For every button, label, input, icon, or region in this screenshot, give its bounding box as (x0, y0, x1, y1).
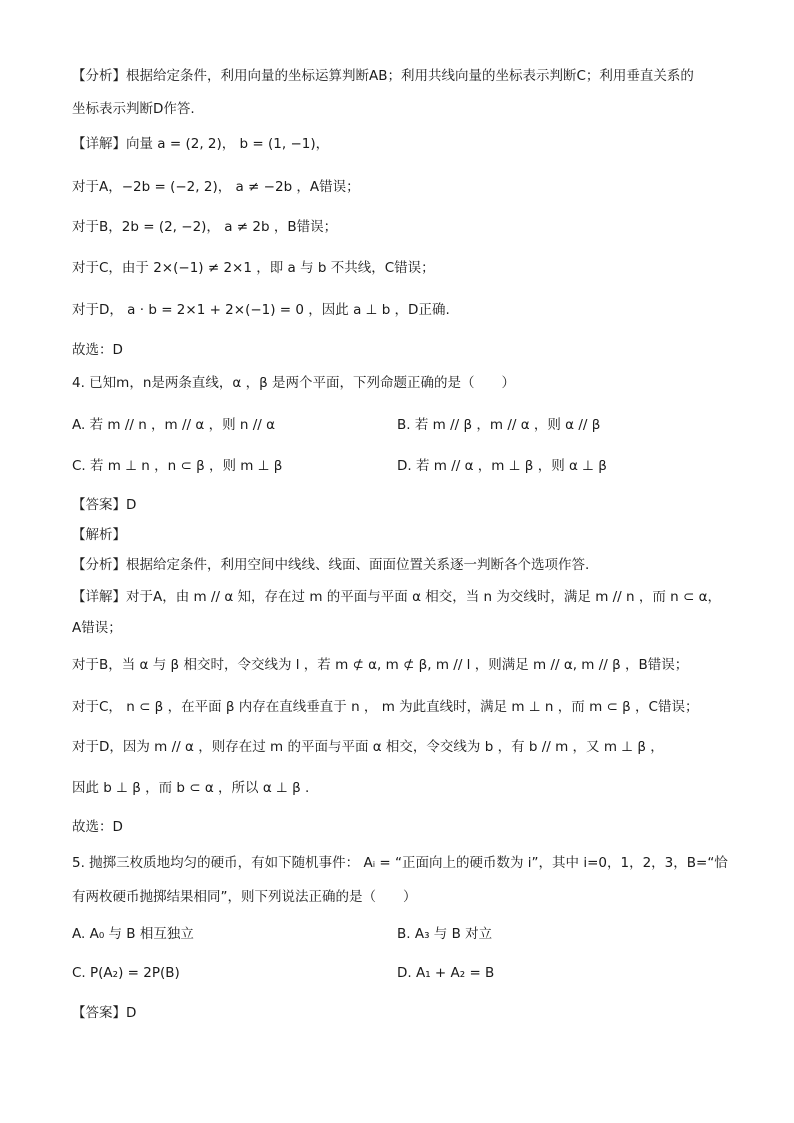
q5-answer: 【答案】D (72, 1005, 137, 1021)
analysis-line-2: 坐标表示判断D作答. (72, 101, 195, 117)
q5-stem-2: 有两枚硬币抛掷结果相同”，则下列说法正确的是（ ） (72, 889, 417, 905)
q4-option-d: D. 若 m // α ，m ⊥ β ，则 α ⊥ β (397, 458, 607, 474)
q5-option-b: B. A₃ 与 B 对立 (397, 926, 493, 942)
q4-case-d-1: 对于D，因为 m // α ，则存在过 m 的平面与平面 α 相交，令交线为 b ，有 b // m ，又 m ⊥ β ， (72, 739, 664, 755)
q5-option-a: A. A₀ 与 B 相互独立 (72, 926, 194, 942)
q4-detail-1: 【详解】对于A，由 m // α 知，存在过 m 的平面与平面 α 相交，当 n 为交线时，满足 m // n ，而 n ⊂ α， (72, 589, 722, 605)
q4-case-d-2: 因此 b ⊥ β ，而 b ⊂ α ，所以 α ⊥ β . (72, 780, 310, 796)
q4-case-c: 对于C， n ⊂ β ，在平面 β 内存在直线垂直于 n ， m 为此直线时，满足 m ⊥ n ，而 m ⊂ β ，C错误； (72, 699, 699, 715)
case-d: 对于D， a · b = 2×1 + 2×(−1) = 0 ，因此 a ⊥ b ，D正确. (72, 302, 450, 318)
q5-option-c: C. P(A₂) = 2P(B) (72, 965, 180, 981)
q4-analysis: 【分析】根据给定条件，利用空间中线线、线面、面面位置关系逐一判断各个选项作答. (72, 557, 590, 573)
q5-option-d: D. A₁ + A₂ = B (397, 965, 495, 981)
q4-case-b: 对于B，当 α 与 β 相交时，令交线为 l ，若 m ⊄ α, m ⊄ β, m // l ，则满足 m // α, m // β ，B错误； (72, 657, 689, 673)
q4-option-b: B. 若 m // β ，m // α ，则 α // β (397, 417, 601, 433)
q4-detail-2: A错误； (72, 620, 122, 636)
analysis-line-1: 【分析】根据给定条件，利用向量的坐标运算判断AB；利用共线向量的坐标表示判断C；利用垂直关系的 (72, 68, 694, 84)
detail-vectors: 【详解】向量 a = (2, 2)， b = (1, −1)， (72, 136, 330, 152)
case-a: 对于A，−2b = (−2, 2)， a ≠ −2b ，A错误； (72, 179, 360, 195)
q4-option-c: C. 若 m ⊥ n ，n ⊂ β ，则 m ⊥ β (72, 458, 283, 474)
choice-1: 故选：D (72, 342, 123, 358)
case-b: 对于B，2b = (2, −2)， a ≠ 2b ，B错误； (72, 219, 338, 235)
q4-choice: 故选：D (72, 819, 123, 835)
q5-stem-1: 5. 抛掷三枚质地均匀的硬币，有如下随机事件： Aᵢ = “正面向上的硬币数为 i”，其中 i=0，1，2，3，B=“恰 (72, 855, 728, 871)
q4-stem: 4. 已知m，n是两条直线，α ，β 是两个平面，下列命题正确的是（ ） (72, 375, 515, 391)
q4-jiexi: 【解析】 (72, 527, 126, 543)
q4-answer: 【答案】D (72, 497, 137, 513)
q4-option-a: A. 若 m // n ，m // α ，则 n // α (72, 417, 275, 433)
case-c: 对于C，由于 2×(−1) ≠ 2×1 ，即 a 与 b 不共线，C错误； (72, 260, 435, 276)
